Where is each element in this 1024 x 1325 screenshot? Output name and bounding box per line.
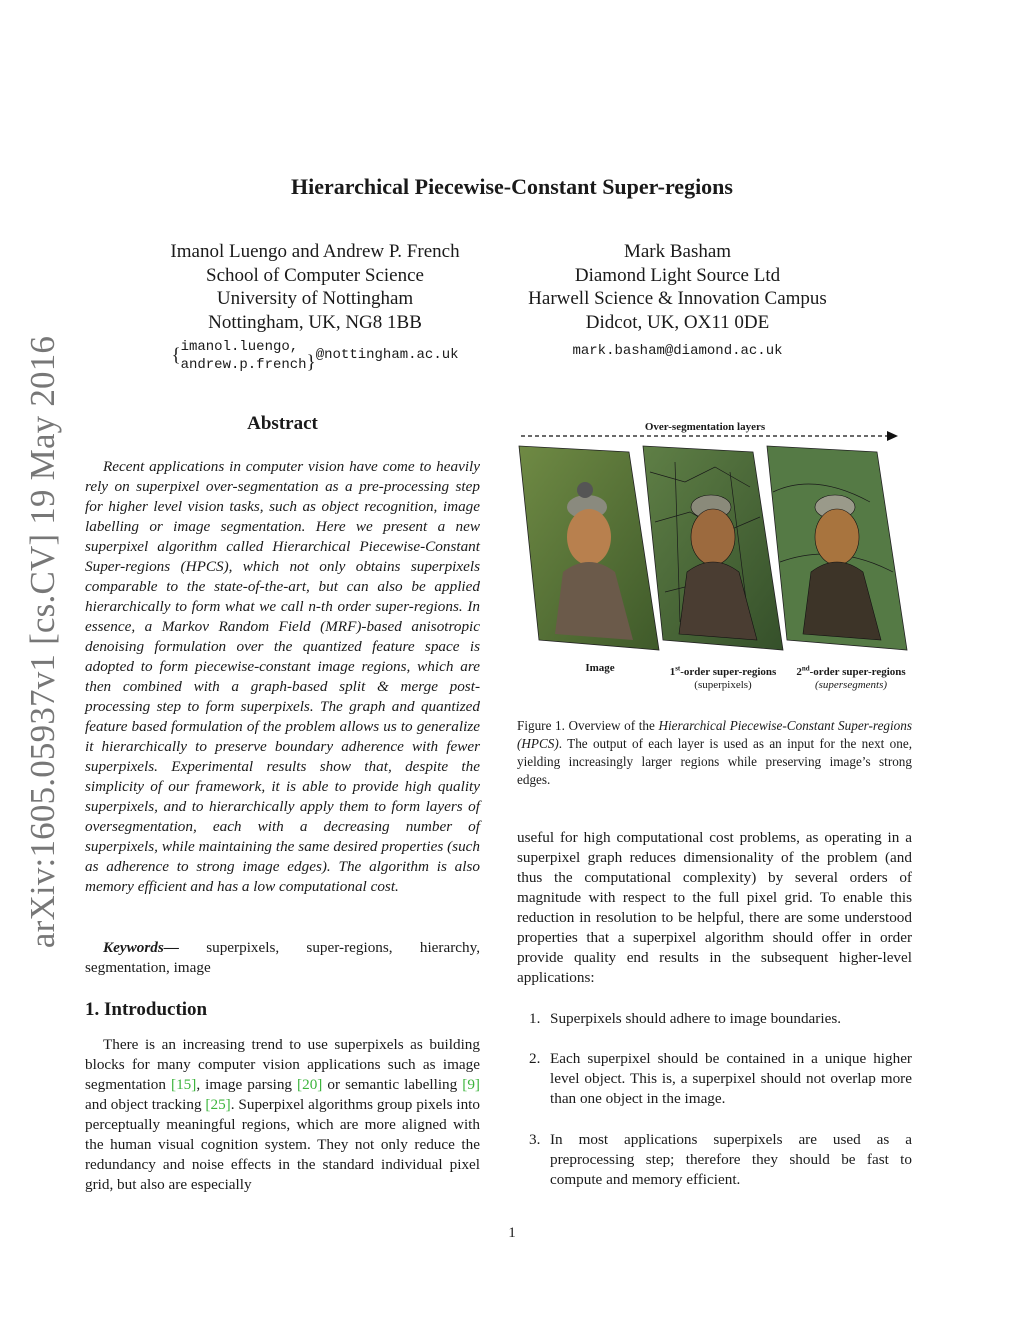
citation-link[interactable]: [25] [205,1096,231,1113]
page-number: 1 [508,1225,516,1241]
author-name-right: Mark Basham [623,241,732,262]
keywords-label: Keywords— [103,939,179,956]
email-user-1: imanol.luengo, [180,339,299,355]
arxiv-id: arXiv:1605.05937v1 [cs.CV] 19 May 2016 [23,335,63,949]
authors-left [150,240,480,374]
figure-caption: Figure 1. Overview of the Hierarchical Piecewise-Constant Super-regions (HPCS). The output of each layer is used as an input for the next one, yielding increasingly larger regions while preserving image’s strong edges. [517,718,913,787]
author-dept: School of Computer Science [206,264,424,286]
abstract-text: Recent applications in computer vision have come to heavily rely on superpixel over-segmentation as a pre-processing step for higher level vision tasks, such as object recognition, image labelling or image segmentation. Here we present a new superpixel algorithm called Hierarchical Piecewise-Constant Super-regions (HPCS), which not only obtains superpixels comparable to the state-of-the-art, but can also be applied hierarchically to form what we call n-th order super-regions. In essence, a Markov Random Field (MRF)-based anisotropic denoising formulation over the quantized feature space is adopted to form piecewise-constant image regions, which are then combined with a graph-based split & merge post-processing step to form superpixels. The graph and quantized feature based formulation of the problem allows us to generalize it hierarchically to preserve boundary adherence with fewer superpixels. Experimental results show that, despite the simplicity of our framework, it is able to provide high quality superpixels, and to hierarchically apply them to form layers of oversegmentation, each with a decreasing number of superpixels, while maintaining the same desired properties (such as adherence to strong image edges). The algorithm is also memory efficient and has a low computational cost. [85,458,480,895]
author-addr: Nottingham, UK, NG8 1BB [208,311,422,333]
figure-graphic [515,412,915,652]
label-first-order: 1st-order super-regions (superpixels) [669,664,777,691]
arxiv-sidebar [0,335,93,949]
paper-title: Hierarchical Piecewise-Constant Super-regions [291,174,733,199]
authors-right [505,240,850,364]
first-order-panel [643,446,783,650]
label-second-order: 2nd-order super-regions (supersegments) [796,664,906,691]
list-item: 3. In most applications superpixels are used as a preprocessing step; therefore they should be fast to compute and memory efficient. [529,1131,912,1188]
author-emails: { imanol.luengo, andrew.p.french } @nottingham.ac.uk [171,339,459,373]
citation-link[interactable]: [15] [171,1076,197,1093]
label-image: Image [585,662,615,674]
email-user-2: andrew.p.french [180,357,307,373]
right-column-paragraph: useful for high computational cost problems, as operating in a superpixel graph reduces dimensionality of the problem (and thus the computational complexity) by several orders of magnitude with respect to the full pixel grid. To enable this reduction in resolution to be helpful, there are some understood properties that a superpixel algorithm should offer in order provide quality end results in the subsequent higher-level applications: [517,829,912,986]
image-panel [519,446,659,650]
list-item: 2. Each superpixel should be contained in a unique higher level object. This is, a superpixel should not overlap more than one object in the image. [529,1050,912,1107]
citation-link[interactable]: [20] [297,1076,323,1093]
email-domain: @nottingham.ac.uk [315,347,459,364]
figure-1 [515,412,915,702]
email-right: mark.basham@diamond.ac.uk [572,343,783,359]
author-univ: University of Nottingham [216,288,414,309]
author-names: Imanol Luengo and Andrew P. French [170,241,460,262]
second-order-panel [767,446,907,650]
citation-link[interactable]: [9] [462,1076,480,1093]
keywords-text: superpixels, super-regions, hierarchy, segmentation, image [85,939,480,976]
arrow-head-icon [887,431,898,441]
figure-top-label: Over-segmentation layers [644,421,766,433]
keywords [85,938,480,978]
intro-paragraph: There is an increasing trend to use superpixels as building blocks for many computer vision applications such as image segmentation [15], image parsing [20] or semantic labelling [9] and object tracking [25]. Superpixel algorithms group pixels into perceptually meaningful regions, which are more aligned with the human visual cognition system. They not only reduce the redundancy and noise effects in the standard individual pixel grid, but also are especially [85,1036,480,1193]
author-addr-right: Didcot, UK, OX11 0DE [585,311,770,333]
author-org-right: Diamond Light Source Ltd [574,264,781,286]
section-heading-intro: 1. Introduction [85,999,208,1020]
list-item: 1. Superpixels should adhere to image boundaries. [529,1010,842,1027]
abstract-heading: Abstract [247,413,318,434]
author-campus-right: Harwell Science & Innovation Campus [528,288,827,309]
